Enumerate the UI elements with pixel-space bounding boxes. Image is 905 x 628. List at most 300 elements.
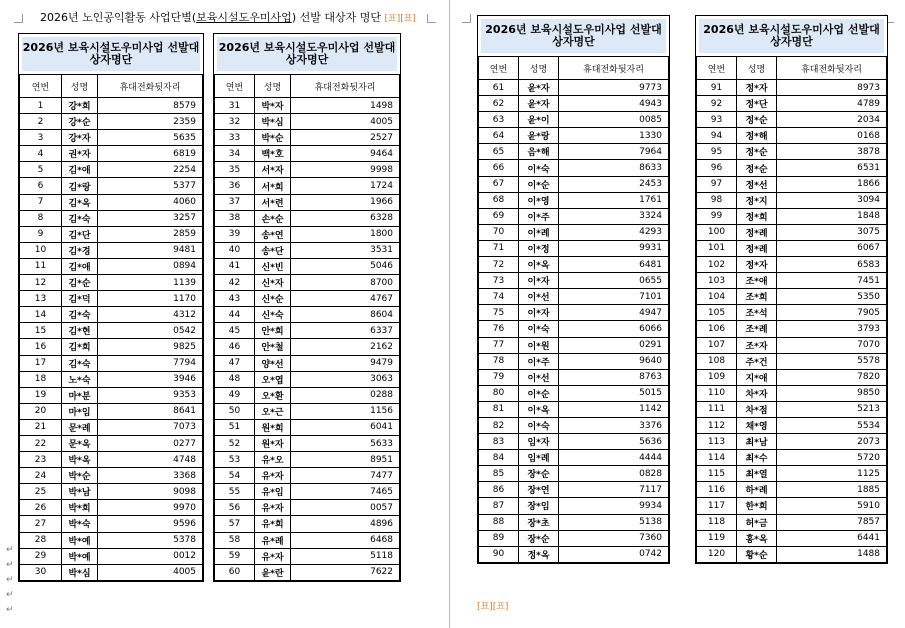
phone-suffix: 7477	[291, 468, 400, 484]
table-row	[215, 307, 400, 323]
table-row	[697, 224, 887, 240]
person-name: 조*례	[737, 321, 777, 337]
row-number: 87	[479, 498, 519, 514]
col-header-phone: 휴대전화뒷자리	[291, 75, 400, 98]
person-name: 송*연	[255, 226, 291, 242]
table-row	[479, 305, 669, 321]
person-name: 김*애	[62, 258, 98, 274]
row-number: 37	[215, 194, 255, 210]
table-row	[215, 435, 400, 451]
person-name: 정*순	[737, 160, 777, 176]
row-number: 116	[697, 482, 737, 498]
row-number: 77	[479, 337, 519, 353]
person-name: 최*열	[737, 466, 777, 482]
phone-suffix: 2453	[559, 176, 669, 192]
table-row	[20, 178, 203, 194]
table-row	[479, 353, 669, 369]
phone-suffix: 9998	[291, 162, 400, 178]
person-name: 박*예	[62, 548, 98, 564]
table-caption: 2026년 보육시설도우미사업 선발대상자명단	[481, 19, 666, 53]
row-number: 33	[215, 130, 255, 146]
table-row	[479, 112, 669, 128]
table-row	[215, 210, 400, 226]
phone-suffix: 0894	[98, 258, 203, 274]
phone-suffix: 2527	[291, 130, 400, 146]
phone-suffix: 5636	[559, 434, 669, 450]
table-row	[479, 530, 669, 546]
phone-suffix: 1125	[777, 466, 887, 482]
person-name: 정*순	[737, 144, 777, 160]
phone-suffix: 0012	[98, 548, 203, 564]
table-row	[479, 417, 669, 433]
person-name: 조*희	[737, 289, 777, 305]
phone-suffix: 0288	[291, 387, 400, 403]
person-name: 백*호	[255, 146, 291, 162]
margin-corner	[14, 14, 23, 23]
phone-suffix: 7451	[777, 273, 887, 289]
roster-table-4	[695, 15, 888, 564]
col-header-phone: 휴대전화뒷자리	[777, 57, 887, 80]
roster-grid	[214, 74, 400, 581]
person-name: 김*숙	[62, 307, 98, 323]
row-number: 36	[215, 178, 255, 194]
row-number: 50	[215, 403, 255, 419]
person-name: 이*옥	[519, 257, 559, 273]
phone-suffix: 1170	[98, 291, 203, 307]
phone-suffix: 3531	[291, 242, 400, 258]
person-name: 김*덕	[62, 291, 98, 307]
table-row	[479, 128, 669, 144]
phone-suffix: 9481	[98, 242, 203, 258]
person-name: 이*자	[519, 305, 559, 321]
phone-suffix: 7101	[559, 289, 669, 305]
person-name: 장*연	[519, 482, 559, 498]
person-name: 윤*란	[255, 564, 291, 580]
row-number: 5	[20, 162, 62, 178]
person-name: 유*자	[255, 500, 291, 516]
phone-suffix: 8973	[777, 80, 887, 96]
phone-suffix: 4293	[559, 224, 669, 240]
table-row	[215, 468, 400, 484]
row-number: 42	[215, 275, 255, 291]
table-row	[697, 96, 887, 112]
phone-suffix: 4748	[98, 452, 203, 468]
phone-suffix: 0057	[291, 500, 400, 516]
person-name: 차*점	[737, 401, 777, 417]
person-name: 장*초	[519, 514, 559, 530]
phone-suffix: 5534	[777, 417, 887, 433]
person-name: 윤*이	[519, 112, 559, 128]
person-name: 김*랑	[62, 178, 98, 194]
row-number: 23	[20, 452, 62, 468]
phone-suffix: 4444	[559, 450, 669, 466]
row-number: 24	[20, 468, 62, 484]
person-name: 차*자	[737, 385, 777, 401]
row-number: 35	[215, 162, 255, 178]
person-name: 권*자	[62, 146, 98, 162]
row-number: 83	[479, 434, 519, 450]
table-row	[697, 337, 887, 353]
person-name: 홍*옥	[737, 530, 777, 546]
phone-suffix: 9353	[98, 387, 203, 403]
row-number: 63	[479, 112, 519, 128]
row-number: 51	[215, 419, 255, 435]
phone-suffix: 3878	[777, 144, 887, 160]
person-name: 정*자	[737, 257, 777, 273]
person-name: 문*옥	[62, 435, 98, 451]
phone-suffix: 7964	[559, 144, 669, 160]
person-name: 강*순	[62, 114, 98, 130]
table-row	[479, 80, 669, 96]
person-name: 정*례	[737, 240, 777, 256]
col-header-no: 연번	[697, 57, 737, 80]
phone-suffix: 2254	[98, 162, 203, 178]
person-name: 유*임	[255, 484, 291, 500]
person-name: 유*오	[255, 452, 291, 468]
row-number: 59	[215, 548, 255, 564]
phone-suffix: 7794	[98, 355, 203, 371]
person-name: 마*임	[62, 403, 98, 419]
row-number: 117	[697, 498, 737, 514]
phone-suffix: 9479	[291, 355, 400, 371]
phone-suffix: 3257	[98, 210, 203, 226]
row-number: 118	[697, 514, 737, 530]
phone-suffix: 5350	[777, 289, 887, 305]
person-name: 김*단	[62, 226, 98, 242]
phone-suffix: 8633	[559, 160, 669, 176]
row-number: 56	[215, 500, 255, 516]
phone-suffix: 1885	[777, 482, 887, 498]
row-number: 70	[479, 224, 519, 240]
row-number: 8	[20, 210, 62, 226]
row-number: 60	[215, 564, 255, 580]
person-name: 음*해	[519, 144, 559, 160]
phone-suffix: 4943	[559, 96, 669, 112]
row-number: 88	[479, 514, 519, 530]
table-row	[215, 419, 400, 435]
person-name: 이*원	[519, 337, 559, 353]
row-number: 80	[479, 385, 519, 401]
person-name: 신*숙	[255, 307, 291, 323]
row-number: 13	[20, 291, 62, 307]
phone-suffix: 1800	[291, 226, 400, 242]
person-name: 하*례	[737, 482, 777, 498]
row-number: 68	[479, 192, 519, 208]
phone-suffix: 6819	[98, 146, 203, 162]
row-number: 54	[215, 468, 255, 484]
phone-suffix: 3376	[559, 417, 669, 433]
phone-suffix: 2859	[98, 226, 203, 242]
phone-suffix: 1966	[291, 194, 400, 210]
person-name: 이*영	[519, 192, 559, 208]
row-number: 101	[697, 240, 737, 256]
row-number: 108	[697, 353, 737, 369]
person-name: 조*애	[737, 273, 777, 289]
row-number: 93	[697, 112, 737, 128]
table-row	[479, 96, 669, 112]
person-name: 박*남	[62, 484, 98, 500]
person-name: 안*희	[255, 323, 291, 339]
row-number: 79	[479, 369, 519, 385]
table-row	[20, 468, 203, 484]
person-name: 정*례	[737, 224, 777, 240]
row-number: 119	[697, 530, 737, 546]
row-number: 75	[479, 305, 519, 321]
table-row	[697, 498, 887, 514]
row-number: 32	[215, 114, 255, 130]
row-number: 69	[479, 208, 519, 224]
table-row	[20, 210, 203, 226]
phone-suffix: 4005	[98, 564, 203, 580]
table-end-marker: [표][표]	[477, 602, 509, 612]
row-number: 15	[20, 323, 62, 339]
row-number: 18	[20, 371, 62, 387]
table-row	[697, 160, 887, 176]
table-marker: [표][표]	[384, 14, 416, 24]
phone-suffix: 4896	[291, 516, 400, 532]
table-row	[479, 498, 669, 514]
phone-suffix: 5046	[291, 258, 400, 274]
row-number: 41	[215, 258, 255, 274]
table-row	[697, 144, 887, 160]
table-row	[697, 257, 887, 273]
phone-suffix: 8641	[98, 403, 203, 419]
person-name: 정*단	[737, 96, 777, 112]
table-row	[697, 450, 887, 466]
phone-suffix: 9596	[98, 516, 203, 532]
phone-suffix: 8579	[98, 98, 203, 114]
col-header-phone: 휴대전화뒷자리	[559, 57, 669, 80]
person-name: 이*순	[519, 385, 559, 401]
row-number: 85	[479, 466, 519, 482]
table-row	[697, 240, 887, 256]
row-number: 106	[697, 321, 737, 337]
col-header-no: 연번	[479, 57, 519, 80]
col-header-name: 성명	[255, 75, 291, 98]
phone-suffix: 5118	[291, 548, 400, 564]
phone-suffix: 8700	[291, 275, 400, 291]
phone-suffix: 9773	[559, 80, 669, 96]
roster-table-2	[213, 33, 401, 582]
paragraph-mark: ↵	[6, 575, 14, 585]
roster-grid	[478, 56, 669, 563]
table-row	[20, 484, 203, 500]
person-name: 최*수	[737, 450, 777, 466]
table-row	[20, 516, 203, 532]
col-header-name: 성명	[62, 75, 98, 98]
person-name: 이*순	[519, 176, 559, 192]
phone-suffix: 6067	[777, 240, 887, 256]
row-number: 105	[697, 305, 737, 321]
phone-suffix: 7070	[777, 337, 887, 353]
row-number: 97	[697, 176, 737, 192]
table-row	[20, 548, 203, 564]
person-name: 이*선	[519, 289, 559, 305]
phone-suffix: 1848	[777, 208, 887, 224]
table-row	[479, 224, 669, 240]
phone-suffix: 4789	[777, 96, 887, 112]
table-caption: 2026년 보육시설도우미사업 선발대상자명단	[217, 37, 397, 71]
row-number: 82	[479, 417, 519, 433]
person-name: 장*순	[519, 530, 559, 546]
phone-suffix: 0168	[777, 128, 887, 144]
row-number: 71	[479, 240, 519, 256]
phone-suffix: 1724	[291, 178, 400, 194]
table-caption: 2026년 보육시설도우미사업 선발대상자명단	[699, 19, 884, 53]
person-name: 신*자	[255, 275, 291, 291]
phone-suffix: 1498	[291, 98, 400, 114]
table-row	[479, 385, 669, 401]
phone-suffix: 9970	[98, 500, 203, 516]
phone-suffix: 1142	[559, 401, 669, 417]
title-prefix: 2026년 노인공익활동 사업단별(	[40, 11, 197, 24]
person-name: 김*경	[62, 242, 98, 258]
person-name: 황*순	[737, 546, 777, 562]
table-row	[697, 128, 887, 144]
phone-suffix: 3946	[98, 371, 203, 387]
phone-suffix: 3075	[777, 224, 887, 240]
page-divider	[449, 0, 450, 628]
row-number: 57	[215, 516, 255, 532]
row-number: 61	[479, 80, 519, 96]
phone-suffix: 6066	[559, 321, 669, 337]
table-row	[215, 355, 400, 371]
row-number: 100	[697, 224, 737, 240]
table-row	[697, 112, 887, 128]
table-row	[697, 369, 887, 385]
table-row	[215, 516, 400, 532]
phone-suffix: 5578	[777, 353, 887, 369]
row-number: 11	[20, 258, 62, 274]
margin-corner	[427, 14, 436, 23]
table-row	[215, 452, 400, 468]
col-header-no: 연번	[20, 75, 62, 98]
person-name: 임*례	[519, 450, 559, 466]
phone-suffix: 7073	[98, 419, 203, 435]
person-name: 김*숙	[62, 210, 98, 226]
phone-suffix: 2162	[291, 339, 400, 355]
person-name: 한*희	[737, 498, 777, 514]
person-name: 오*엽	[255, 371, 291, 387]
person-name: 박*자	[255, 98, 291, 114]
person-name: 원*자	[255, 435, 291, 451]
person-name: 정*희	[737, 208, 777, 224]
phone-suffix: 4947	[559, 305, 669, 321]
person-name: 채*영	[737, 417, 777, 433]
table-row	[215, 114, 400, 130]
row-number: 16	[20, 339, 62, 355]
table-row	[479, 337, 669, 353]
phone-suffix: 7360	[559, 530, 669, 546]
phone-suffix: 2359	[98, 114, 203, 130]
table-row	[697, 321, 887, 337]
table-row	[215, 403, 400, 419]
table-row	[20, 371, 203, 387]
table-row	[479, 546, 669, 562]
table-row	[697, 546, 887, 562]
person-name: 정*해	[737, 128, 777, 144]
paragraph-mark: ↵	[6, 605, 14, 615]
person-name: 박*심	[255, 114, 291, 130]
phone-suffix: 0291	[559, 337, 669, 353]
person-name: 신*순	[255, 291, 291, 307]
row-number: 43	[215, 291, 255, 307]
person-name: 정*옥	[519, 546, 559, 562]
row-number: 95	[697, 144, 737, 160]
table-row	[215, 564, 400, 580]
table-row	[20, 339, 203, 355]
table-row	[479, 321, 669, 337]
person-name: 오*환	[255, 387, 291, 403]
table-row	[20, 146, 203, 162]
row-number: 64	[479, 128, 519, 144]
row-number: 53	[215, 452, 255, 468]
row-number: 120	[697, 546, 737, 562]
col-header-name: 성명	[519, 57, 559, 80]
phone-suffix: 1866	[777, 176, 887, 192]
paragraph-mark: ↵	[6, 545, 14, 555]
person-name: 정*선	[737, 176, 777, 192]
table-row	[697, 353, 887, 369]
person-name: 윤*자	[519, 96, 559, 112]
row-number: 25	[20, 484, 62, 500]
phone-suffix: 9464	[291, 146, 400, 162]
row-number: 78	[479, 353, 519, 369]
table-row	[215, 532, 400, 548]
table-row	[479, 289, 669, 305]
table-row	[215, 242, 400, 258]
person-name: 윤*랑	[519, 128, 559, 144]
table-row	[215, 98, 400, 114]
table-row	[215, 146, 400, 162]
table-row	[479, 144, 669, 160]
row-number: 14	[20, 307, 62, 323]
row-number: 22	[20, 435, 62, 451]
person-name: 양*선	[255, 355, 291, 371]
table-row	[479, 160, 669, 176]
phone-suffix: 5720	[777, 450, 887, 466]
phone-suffix: 7857	[777, 514, 887, 530]
table-row	[697, 482, 887, 498]
phone-suffix: 4767	[291, 291, 400, 307]
table-row	[479, 434, 669, 450]
phone-suffix: 6337	[291, 323, 400, 339]
row-number: 52	[215, 435, 255, 451]
row-number: 27	[20, 516, 62, 532]
person-name: 김*애	[62, 162, 98, 178]
person-name: 윤*자	[519, 80, 559, 96]
table-row	[479, 257, 669, 273]
table-row	[479, 450, 669, 466]
table-row	[697, 417, 887, 433]
table-row	[215, 291, 400, 307]
person-name: 이*주	[519, 208, 559, 224]
phone-suffix: 7820	[777, 369, 887, 385]
phone-suffix: 6583	[777, 257, 887, 273]
phone-suffix: 9931	[559, 240, 669, 256]
person-name: 박*예	[62, 532, 98, 548]
person-name: 마*분	[62, 387, 98, 403]
phone-suffix: 6041	[291, 419, 400, 435]
phone-suffix: 7117	[559, 482, 669, 498]
phone-suffix: 1761	[559, 192, 669, 208]
phone-suffix: 6481	[559, 257, 669, 273]
title-suffix: ) 선발 대상자 명단	[291, 11, 381, 24]
table-row	[20, 435, 203, 451]
table-row	[215, 178, 400, 194]
phone-suffix: 3368	[98, 468, 203, 484]
person-name: 김*순	[62, 275, 98, 291]
